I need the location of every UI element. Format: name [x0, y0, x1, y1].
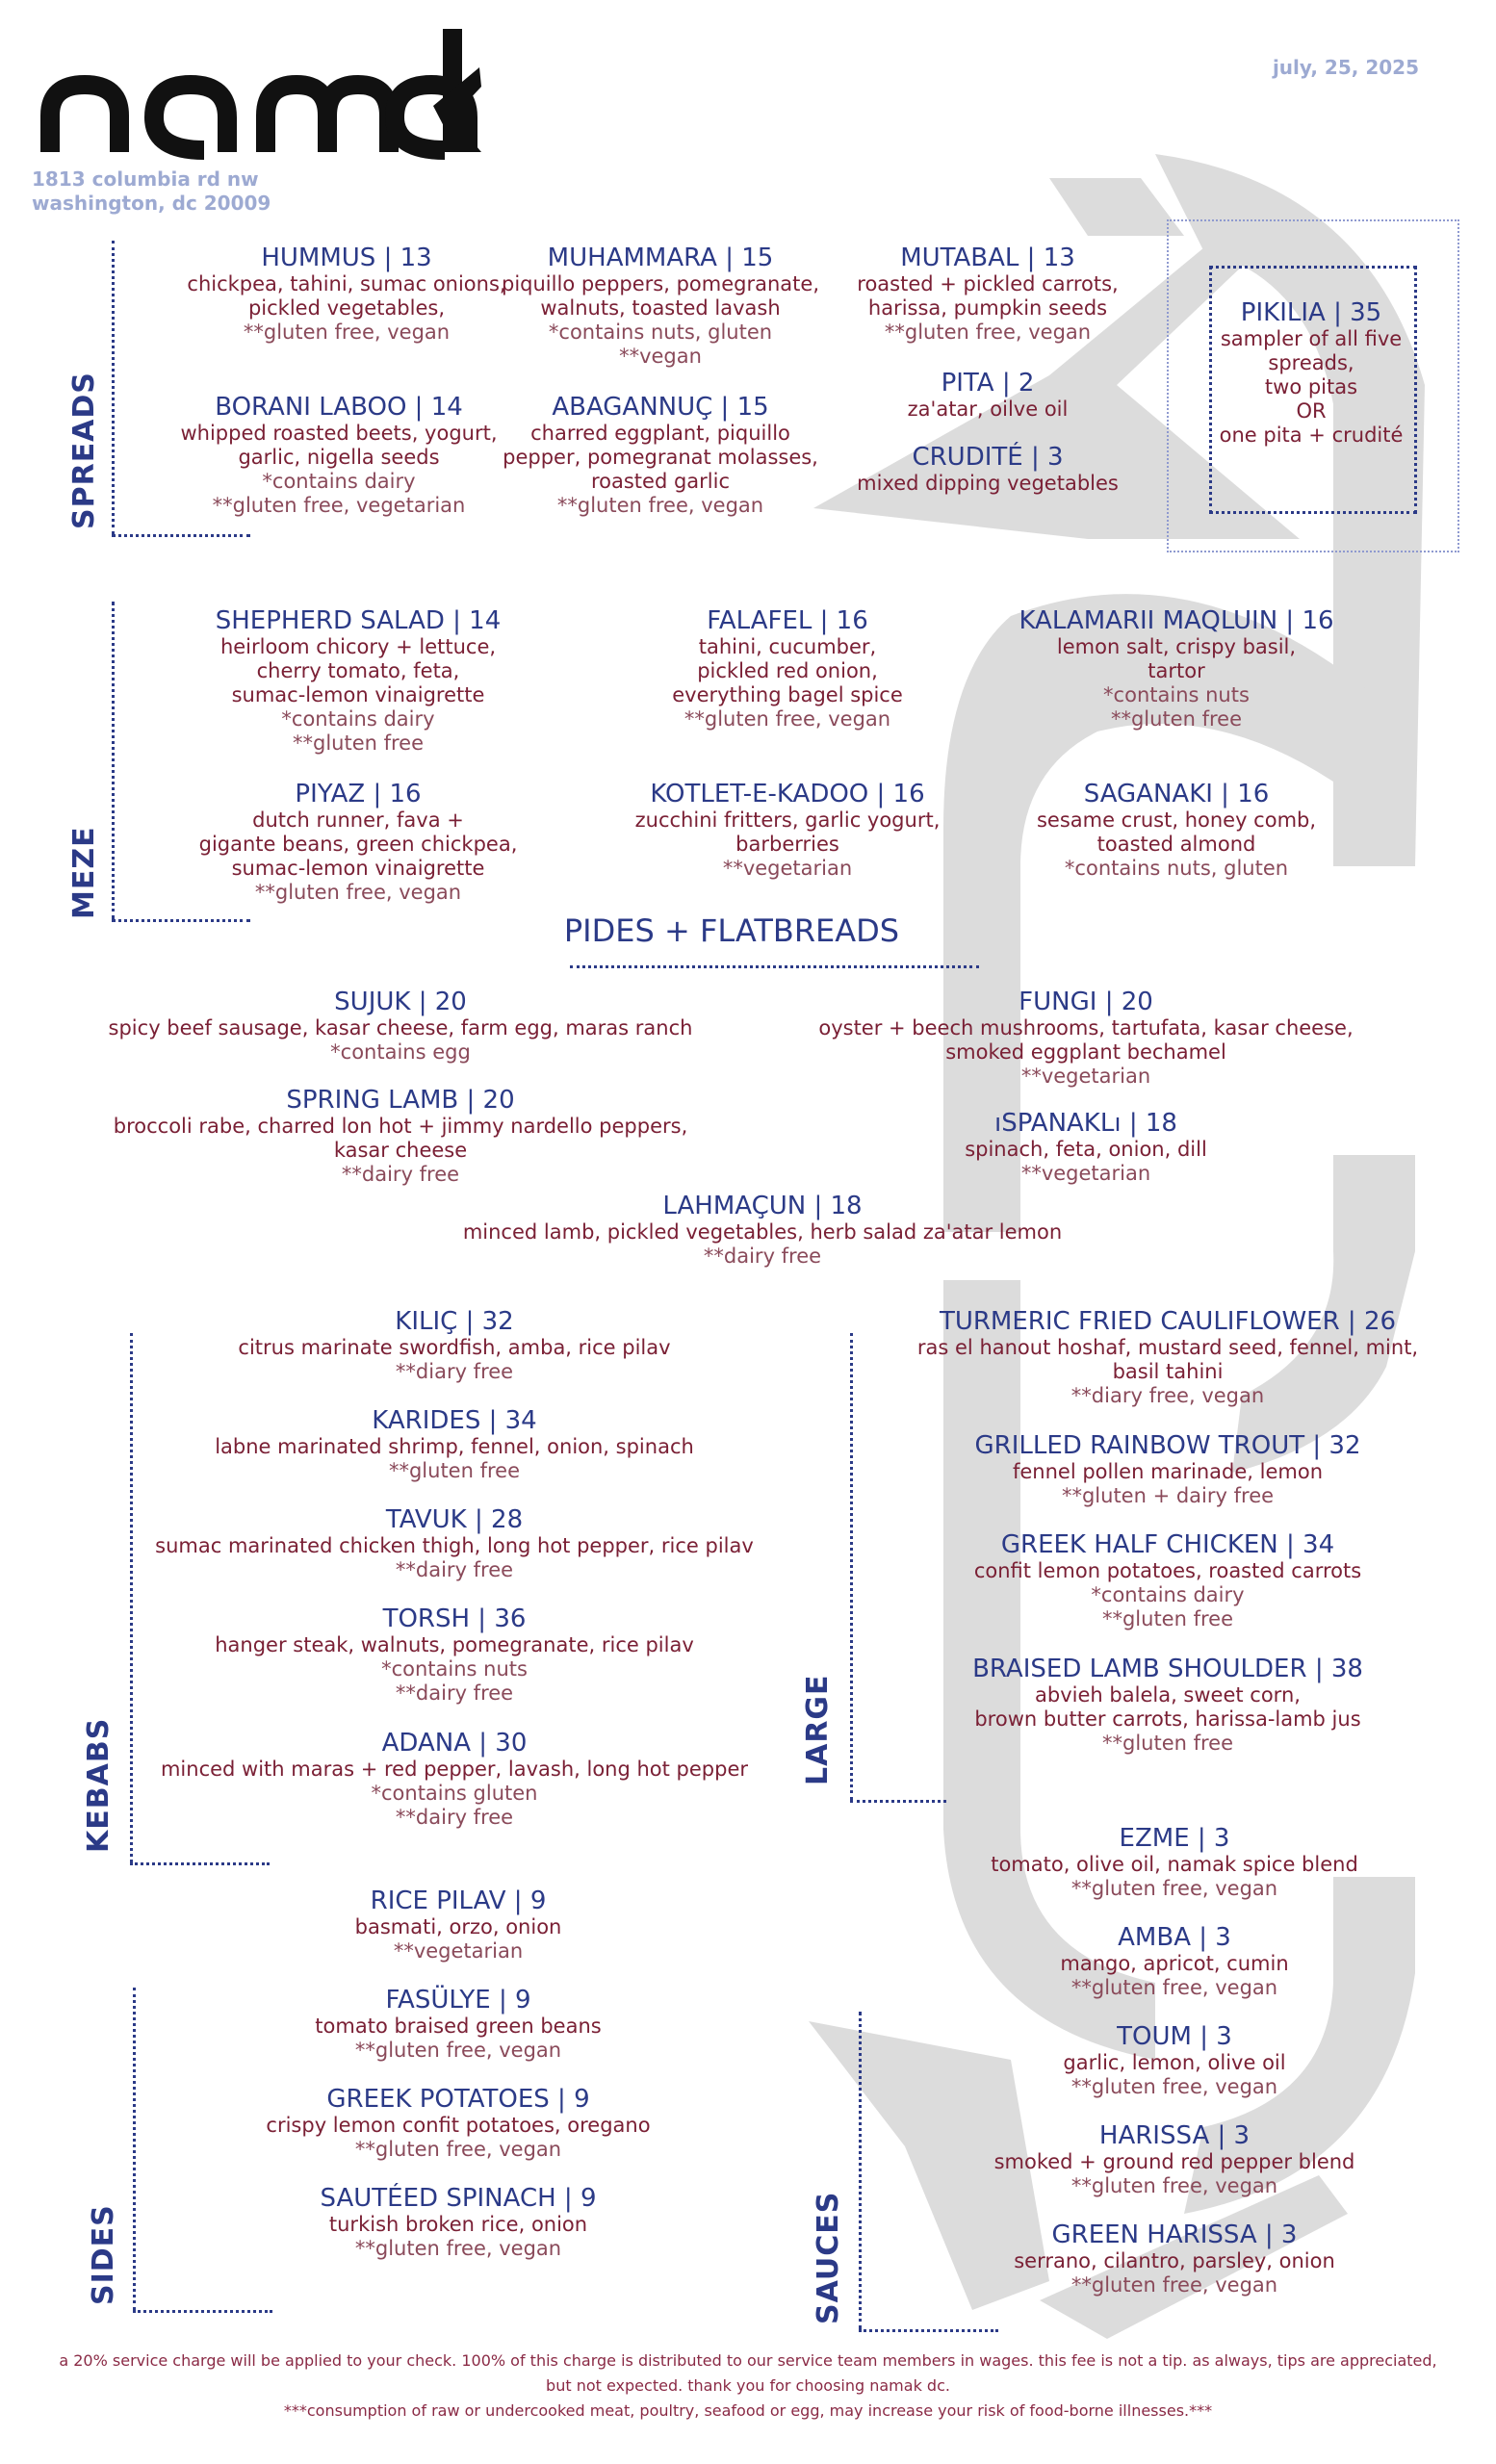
item-dietary-note: **gluten free, vegan: [1070, 2273, 1278, 2297]
item-name: BRAISED LAMB SHOULDER | 38: [972, 1655, 1363, 1683]
pides-menu-item: [463, 1192, 1062, 1269]
item-description: ras el hanout hoshaf, mustard seed, fennel, mint,: [916, 1336, 1419, 1359]
item-dietary-note: **diary free, vegan: [1070, 1384, 1265, 1407]
item-dietary-note: *contains dairy: [281, 707, 435, 731]
item-dietary-note: **gluten free, vegan: [556, 494, 764, 517]
item-description: garlic, lemon, olive oil: [1063, 2051, 1286, 2074]
item-dietary-note: **gluten free, vegan: [243, 321, 451, 344]
item-name: FALAFEL | 16: [707, 606, 868, 635]
item-name: GREEK POTATOES | 9: [326, 2085, 590, 2114]
item-dietary-note: **gluten free: [1110, 707, 1243, 731]
meze-menu-item: [635, 780, 941, 881]
item-description: fennel pollen marinade, lemon: [1012, 1460, 1324, 1483]
item-description: roasted garlic: [590, 470, 731, 493]
item-description: mango, apricot, cumin: [1060, 1952, 1289, 1975]
section-label-meze: MEZE: [67, 826, 101, 919]
sides-menu-item: [315, 1986, 601, 2063]
section-label-large: LARGE: [801, 1674, 835, 1785]
kebabs-menu-item: [161, 1729, 748, 1830]
item-description: cherry tomato, feta,: [256, 659, 460, 682]
item-description: hanger steak, walnuts, pomegranate, rice pilav: [215, 1633, 694, 1656]
item-description: gigante beans, green chickpea,: [198, 833, 518, 856]
sauces-divider-horizontal: [859, 2329, 998, 2332]
item-description: minced with maras + red pepper, lavash, long hot pepper: [160, 1758, 749, 1781]
item-dietary-note: **dairy free: [395, 1681, 514, 1705]
item-name: AMBA | 3: [1118, 1923, 1231, 1952]
item-name: TAVUK | 28: [385, 1505, 524, 1534]
item-description: sumac-lemon vinaigrette: [231, 683, 485, 706]
meze-menu-item: [1037, 780, 1316, 881]
sides-divider-horizontal: [133, 2310, 272, 2313]
item-dietary-note: **diary free: [395, 1360, 514, 1383]
large-menu-item: [974, 1530, 1361, 1631]
sides-menu-item: [266, 2085, 650, 2162]
item-dietary-note: *contains nuts, gluten: [548, 321, 773, 344]
item-name: RICE PILAV | 9: [370, 1886, 547, 1915]
item-dietary-note: **gluten free, vegan: [1070, 1877, 1278, 1900]
kebabs-menu-item: [155, 1505, 754, 1582]
item-name: GRILLED RAINBOW TROUT | 32: [974, 1431, 1361, 1460]
item-description: tahini, cucumber,: [698, 635, 877, 658]
footer-line-2: but not expected. thank you for choosing namak dc.: [546, 2376, 950, 2395]
item-name: SHEPHERD SALAD | 14: [215, 606, 502, 635]
item-name: SPRING LAMB | 20: [286, 1086, 515, 1115]
item-dietary-note: **gluten free: [1101, 1607, 1234, 1630]
item-description: barberries: [735, 833, 839, 856]
item-name: TORSH | 36: [382, 1604, 527, 1633]
meze-menu-item: [1019, 606, 1333, 732]
spreads-menu-item: [857, 244, 1118, 345]
sauces-divider-vertical: [859, 2012, 862, 2329]
item-description: minced lamb, pickled vegetables, herb salad za'atar lemon: [462, 1220, 1063, 1244]
item-name: TOUM | 3: [1117, 2022, 1232, 2051]
pides-underline: [570, 965, 979, 968]
item-dietary-note: **gluten free: [1101, 1732, 1234, 1755]
item-description: walnuts, toasted lavash: [540, 296, 781, 320]
item-name: MUHAMMARA | 15: [547, 244, 774, 272]
section-title-pides: PIDES + FLATBREADS: [563, 912, 900, 949]
item-description: citrus marinate swordfish, amba, rice pilav: [238, 1336, 671, 1359]
item-dietary-note: **gluten free, vegetarian: [212, 494, 466, 517]
spreads-menu-item: [1220, 298, 1404, 448]
item-description: pickled vegetables,: [247, 296, 446, 320]
item-description: basmati, orzo, onion: [354, 1915, 562, 1938]
item-name: SUJUK | 20: [334, 988, 467, 1016]
meze-menu-item: [216, 606, 502, 756]
kebabs-menu-item: [215, 1406, 694, 1483]
item-name: CRUDITÉ | 3: [912, 443, 1064, 472]
item-description: pickled red onion,: [697, 659, 878, 682]
item-description: abvieh balela, sweet corn,: [1035, 1683, 1301, 1707]
item-dietary-note: **gluten + dairy free: [1061, 1484, 1275, 1507]
kebabs-divider-horizontal: [130, 1862, 270, 1865]
menu-date: july, 25, 2025: [1272, 56, 1419, 79]
item-dietary-note: **vegan: [619, 345, 702, 368]
item-description: crispy lemon confit potatoes, oregano: [266, 2114, 651, 2137]
item-description: labne marinated shrimp, fennel, onion, spinach: [215, 1435, 694, 1458]
address-line-1: 1813 columbia rd nw: [32, 167, 259, 191]
item-description: whipped roasted beets, yogurt,: [180, 422, 498, 445]
spreads-menu-item: [503, 393, 818, 518]
item-description: serrano, cilantro, parsley, onion: [1014, 2249, 1335, 2272]
item-description: sumac-lemon vinaigrette: [231, 857, 485, 880]
item-name: GREEK HALF CHICKEN | 34: [1000, 1530, 1335, 1559]
item-description: piquillo peppers, pomegranate,: [502, 272, 819, 295]
item-dietary-note: **dairy free: [341, 1163, 460, 1186]
item-name: PIYAZ | 16: [295, 780, 422, 808]
item-dietary-note: *contains dairy: [262, 470, 416, 493]
item-description: toasted almond: [1096, 833, 1256, 856]
footer-line-1: a 20% service charge will be applied to your check. 100% of this charge is distributed to our service team members in wages. this fee is not a tip. as always, tips are appreciated,: [59, 2351, 1437, 2370]
item-dietary-note: *contains nuts: [381, 1657, 528, 1681]
spreads-divider-horizontal: [112, 534, 250, 537]
item-dietary-note: **gluten free, vegan: [1070, 2075, 1278, 2098]
item-description: spreads,: [1268, 351, 1354, 374]
item-dietary-note: **gluten free, vegan: [1070, 1976, 1278, 1999]
sides-menu-item: [355, 1886, 562, 1964]
item-dietary-note: **gluten free, vegan: [354, 2237, 562, 2260]
item-description: mixed dipping vegetables: [857, 472, 1119, 495]
item-description: dutch runner, fava +: [252, 808, 464, 832]
item-description: smoked eggplant bechamel: [945, 1040, 1226, 1064]
item-description: harissa, pumpkin seeds: [867, 296, 1108, 320]
item-description: pepper, pomegranat molasses,: [503, 446, 818, 469]
item-description: kasar cheese: [333, 1139, 468, 1162]
item-description: OR: [1296, 399, 1327, 423]
item-name: PITA | 2: [941, 369, 1035, 398]
item-description: confit lemon potatoes, roasted carrots: [973, 1559, 1362, 1582]
item-name: MUTABAL | 13: [900, 244, 1075, 272]
item-dietary-note: **gluten free: [388, 1459, 521, 1482]
item-description: sumac marinated chicken thigh, long hot pepper, rice pilav: [155, 1534, 754, 1557]
item-description: tartor: [1148, 659, 1205, 682]
meze-menu-item: [672, 606, 903, 732]
namak-logo: [39, 29, 501, 164]
kebabs-divider-vertical: [130, 1333, 133, 1862]
sauces-menu-item: [1063, 2022, 1285, 2099]
item-name: SAGANAKI | 16: [1083, 780, 1270, 808]
spreads-menu-item: [908, 369, 1069, 422]
item-dietary-note: **vegetarian: [393, 1939, 524, 1963]
sauces-menu-item: [1060, 1923, 1288, 2000]
item-dietary-note: **vegetarian: [722, 857, 853, 880]
item-name: ABAGANNUÇ | 15: [552, 393, 769, 422]
item-description: smoked + ground red pepper blend: [993, 2150, 1355, 2173]
item-dietary-note: *contains nuts, gluten: [1064, 857, 1289, 880]
item-description: turkish broken rice, onion: [328, 2213, 588, 2236]
section-label-spreads: SPREADS: [67, 372, 101, 529]
item-description: roasted + pickled carrots,: [857, 272, 1119, 295]
pides-menu-item: [965, 1109, 1207, 1186]
item-name: PIKILIA | 35: [1240, 298, 1382, 327]
meze-divider-horizontal: [112, 919, 250, 922]
kebabs-menu-item: [238, 1307, 670, 1384]
item-dietary-note: **vegetarian: [1020, 1065, 1151, 1088]
item-name: BORANI LABOO | 14: [215, 393, 463, 422]
item-dietary-note: **dairy free: [395, 1806, 514, 1829]
large-menu-item: [917, 1307, 1418, 1408]
item-dietary-note: *contains gluten: [371, 1782, 538, 1805]
item-name: SAUTÉED SPINACH | 9: [320, 2184, 597, 2213]
sides-divider-vertical: [133, 1988, 136, 2310]
item-name: HUMMUS | 13: [261, 244, 432, 272]
item-description: garlic, nigella seeds: [238, 446, 440, 469]
item-name: TURMERIC FRIED CAULIFLOWER | 26: [939, 1307, 1397, 1336]
item-name: KALAMARII MAQLUIN | 16: [1019, 606, 1334, 635]
item-name: KILIÇ | 32: [395, 1307, 514, 1336]
address-line-2: washington, dc 20009: [32, 192, 271, 215]
item-name: KARIDES | 34: [372, 1406, 537, 1435]
item-description: spicy beef sausage, kasar cheese, farm egg, maras ranch: [108, 1016, 693, 1040]
item-description: spinach, feta, onion, dill: [965, 1138, 1207, 1161]
sides-menu-item: [321, 2184, 597, 2261]
item-description: tomato, olive oil, namak spice blend: [991, 1853, 1358, 1876]
item-description: broccoli rabe, charred lon hot + jimmy nardello peppers,: [113, 1115, 688, 1138]
item-dietary-note: **gluten free, vegan: [354, 2138, 562, 2161]
pides-menu-item: [114, 1086, 687, 1187]
item-dietary-note: **vegetarian: [1020, 1162, 1151, 1185]
item-description: basil tahini: [1112, 1360, 1224, 1383]
item-description: heirloom chicory + lettuce,: [219, 635, 497, 658]
item-dietary-note: *contains egg: [330, 1040, 471, 1064]
item-dietary-note: **gluten free, vegan: [884, 321, 1092, 344]
item-description: zucchini fritters, garlic yogurt,: [634, 808, 941, 832]
item-description: oyster + beech mushrooms, tartufata, kasar cheese,: [818, 1016, 1354, 1040]
item-name: KOTLET-E-KADOO | 16: [650, 780, 925, 808]
footer-line-3: ***consumption of raw or undercooked meat, poultry, seafood or egg, may increase your risk of food-borne illnesses.***: [283, 2401, 1213, 2420]
item-dietary-note: **gluten free, vegan: [1070, 2174, 1278, 2197]
decor-shape: [1049, 178, 1184, 236]
large-divider-vertical: [850, 1333, 853, 1800]
item-description: chickpea, tahini, sumac onions,: [187, 272, 506, 295]
meze-divider-vertical: [112, 602, 115, 919]
spreads-divider-vertical: [112, 241, 115, 534]
item-description: lemon salt, crispy basil,: [1056, 635, 1297, 658]
sauces-menu-item: [991, 1824, 1358, 1901]
item-dietary-note: **gluten free, vegan: [684, 707, 891, 731]
kebabs-menu-item: [215, 1604, 694, 1706]
pides-menu-item: [109, 988, 693, 1065]
item-name: FUNGI | 20: [1019, 988, 1153, 1016]
item-dietary-note: **gluten free, vegan: [354, 2039, 562, 2062]
spreads-menu-item: [187, 244, 505, 345]
item-description: brown butter carrots, harissa-lamb jus: [974, 1707, 1361, 1731]
item-description: tomato braised green beans: [315, 2015, 602, 2038]
item-name: HARISSA | 3: [1098, 2121, 1251, 2150]
item-name: ADANA | 30: [381, 1729, 528, 1758]
item-dietary-note: *contains dairy: [1091, 1583, 1245, 1606]
item-name: LAHMAÇUN | 18: [662, 1192, 863, 1220]
pides-menu-item: [818, 988, 1353, 1089]
sauces-menu-item: [994, 2121, 1355, 2198]
item-dietary-note: **dairy free: [395, 1558, 514, 1581]
item-dietary-note: **gluten free, vegan: [254, 881, 462, 904]
sauces-menu-item: [1014, 2220, 1335, 2297]
item-name: ıSPANAKLı | 18: [994, 1109, 1177, 1138]
item-description: everything bagel spice: [672, 683, 903, 706]
spreads-menu-item: [857, 443, 1119, 496]
spreads-menu-item: [502, 244, 819, 369]
item-name: FASÜLYE | 9: [385, 1986, 531, 2015]
section-label-sides: SIDES: [87, 2204, 120, 2305]
item-name: GREEN HARISSA | 3: [1051, 2220, 1298, 2249]
section-label-sauces: SAUCES: [812, 2191, 845, 2324]
spreads-menu-item: [180, 393, 497, 518]
item-description: za'atar, oilve oil: [907, 398, 1069, 421]
item-name: EZME | 3: [1119, 1824, 1230, 1853]
item-dietary-note: *contains nuts: [1103, 683, 1250, 706]
item-description: two pitas: [1264, 375, 1358, 398]
large-divider-horizontal: [850, 1800, 946, 1803]
footer-notice: [0, 2348, 1496, 2424]
item-description: sesame crust, honey comb,: [1036, 808, 1317, 832]
meze-menu-item: [199, 780, 518, 905]
large-menu-item: [972, 1655, 1363, 1756]
item-dietary-note: **dairy free: [703, 1245, 822, 1268]
item-dietary-note: **gluten free: [292, 732, 425, 755]
item-description: one pita + crudité: [1219, 424, 1404, 447]
restaurant-address: [32, 167, 271, 216]
item-description: sampler of all five: [1220, 327, 1403, 350]
item-description: charred eggplant, piquillo: [530, 422, 790, 445]
large-menu-item: [975, 1431, 1361, 1508]
section-label-kebabs: KEBABS: [82, 1717, 116, 1853]
